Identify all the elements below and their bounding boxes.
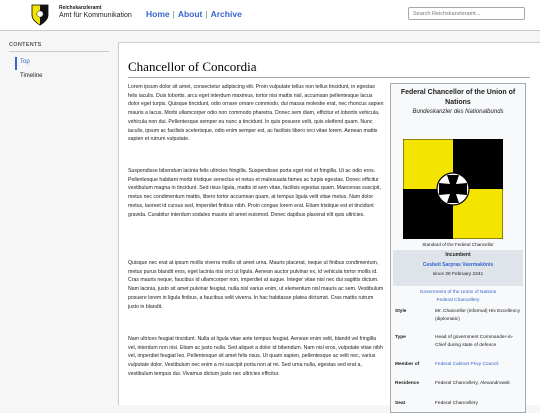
article-paragraph-3: Quisque nec erat at ipsum mollis viverra mollis sit amet urna. Mauris placerat, neque ut finibus condimentum, metus purus blandit eros, eget lacinia nisi orci ut ligula. Aenean auctor pulvinar ex, id vehicula tortor mollis id. Cras mauris neque, faucibus id ullamcorper non, imperdiet at augue. Integer vitae nisl nec dui sagittis dictum. Nam lacinia, justo sit amet pulvinar feugiat, nulla nisl varius enim, ut elementum nisl mauris ac sem. Vestibulum posuere lorem in ligula finibus, a faucibus velit viverra. In hac habitasse platea dictumst. Cras mattis rutrum justo in blandit. [128, 260, 384, 310]
toc-divider [9, 51, 109, 52]
article-paragraph-4: Nam ultrices feugiat tincidunt. Nulla at ligula vitae ante tempus feugiat. Aenean enim velit, blandit vel fringilla vel, interdum non nisi. Etiam ac justo nulla. Sed aliquet a dolor id bibendum. Nam nisl eros, vulputate vitae nibh vel, imperdiet feugiat leo. Pellentesque sit amet felis risus. Ut quam sapien, pellentesque ac velit nec, varius vulputate dolor. Vestibulum nec enim a mi suscipit porta non at mi. Sed urna nulla, egestas sed erat a, vestibulum tempus dui. Vivamus dictum justo nec ultricies efficitur. [128, 336, 383, 377]
article-paragraph-1: Lorem ipsum dolor sit amet, consectetur adipiscing elit. Proin vulputate tellus non tellus tincidunt, in egestas felis iaculis. Duis lobortis, arcu eget interdum maximus, tortor nisi mattis nisl, accumsan pellentesque lacus dolor eget turpis. Quisque tincidunt, odio ornare ornare commodo, dui massa molestie erat, nec rhoncus sapien mauris a lacus. Morbi ullamcorper odio non commodo pharetra. Donec sem diam, efficitur et lobortis vehicula, vehicula non dui. Pellentesque semper eu nunc a tincidunt. In quis posuere velit, quis eleifend quam. Nunc iaculis, ipsum ac facilisis scelerisque, odio enim semper est, ac facilisis libero orci vitae lorem. Aenean mattis sapien et rutrum vulputate. [128, 84, 384, 143]
row-value: Federal Chancellery, Alexandrowsk [435, 381, 510, 386]
toc-active-indicator [15, 57, 17, 70]
incumbent-since: since 28 February 2241 [432, 272, 484, 277]
row-label: Member of [395, 362, 420, 367]
title-divider [128, 77, 530, 78]
infobox-title: Federal Chancellor of the Union of Nations [400, 89, 516, 106]
nav-about-link[interactable]: About [177, 9, 203, 19]
coat-of-arms-logo[interactable] [31, 4, 49, 26]
main-nav [146, 9, 242, 19]
toc-item-timeline[interactable]: Timeline [20, 73, 43, 79]
article-paragraph-2: Suspendisse bibendum lacinia felis ultricies fringilla. Suspendisse porta eget nisl et fringilla. Ut ac odio eros. Pellentesque habitant morbi tristique senectus et netus et malesuada fames ac turpis egestas. Donec efficitur vestibulum magna in tincidunt. Sed risus ligula, mattis id sem vitae, facilisis egestas quam. Maecenas suscipit, metus nec condimentum mattis, libero tortor accumsan quam, at tempus ligula velit vitae metus. Nam dolor metus, laoreet id cursus sed, imperdiet finibus nibh. Proin congue lorem erat. Etiam tristique est et tincidunt gravida. Curabitur interdum sodales mauris sit amet euismod. Donec dapibus placerat elit quis ultricies. [128, 168, 381, 218]
chancellor-standard-flag [403, 139, 503, 239]
row-label: Residence [395, 381, 419, 386]
toc-title: CONTENTS [9, 42, 42, 48]
search-input[interactable] [408, 7, 525, 20]
incumbent-name-link[interactable]: Cesbeit Sarpras Vasrmakönis [422, 262, 494, 268]
infobox [390, 83, 526, 413]
row-label: Style [395, 309, 407, 314]
site-header [0, 0, 540, 31]
row-label: Type [395, 335, 406, 340]
sidebar [0, 30, 117, 405]
incumbent-box [393, 250, 523, 286]
nav-archive-link[interactable]: Archive [210, 9, 242, 19]
row-label: Seat [395, 401, 406, 406]
row-value: Federal Chancellery [435, 401, 478, 406]
infobox-subtitle: Bundeskanzler des Nationalbunds [412, 109, 504, 115]
site-name[interactable]: Amt für Kommunikation [59, 12, 132, 19]
page-title: Chancellor of Concordia [128, 59, 257, 74]
government-link[interactable]: Government of the Union of Nations [419, 290, 497, 295]
incumbent-label: Incumbent [445, 252, 471, 258]
nav-separator: | [172, 9, 175, 19]
toc-item-top[interactable]: Top [20, 59, 30, 65]
row-value-link[interactable]: Federal Cabinet Privy Council [435, 362, 499, 367]
row-value: Mr. Chancellor (informal) His Excellency (diplomatic) [435, 309, 521, 322]
site-kicker: Reichskanzleramt [59, 5, 102, 11]
nav-home-link[interactable]: Home [146, 9, 170, 19]
nav-separator: | [205, 9, 208, 19]
article-content [118, 42, 540, 405]
chancellery-link[interactable]: Federal Chancellery [436, 298, 480, 303]
flag-caption: Standard of the Federal Chancellor [422, 242, 494, 247]
row-value: Head of government Commander-in-Chief during state of defence [435, 335, 514, 348]
